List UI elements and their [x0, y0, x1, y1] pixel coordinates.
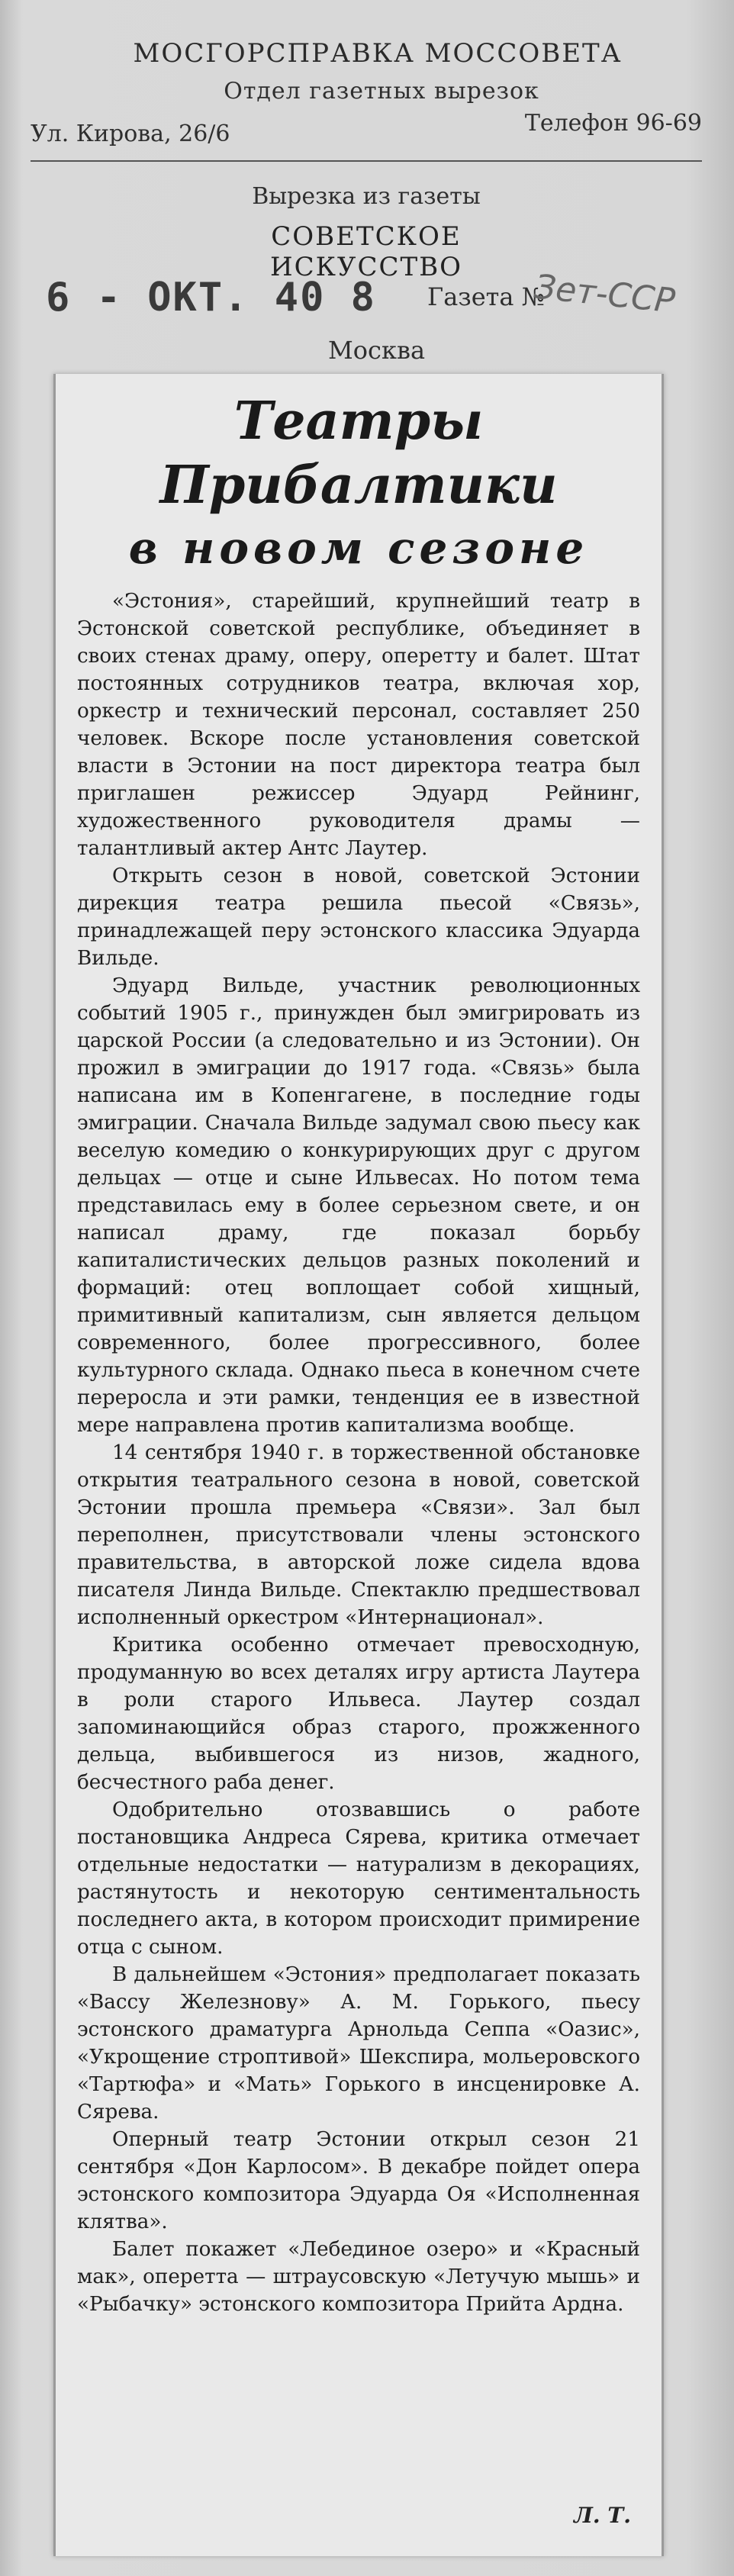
org-subtitle: Отдел газетных вырезок — [224, 78, 539, 105]
paragraph-4: 14 сентября 1940 г. в торжественной обстановке открытия театрального сезона в новой, советской Эстонии прошла премьера «Связи». Зал был переполнен, присутствовали члены эстонского правительства, в авторской ложе сидела вдова писателя Линда Вильде. Спектаклю предшествовал исполненный оркестром «Интернационал». — [77, 1441, 640, 1629]
divider-rule — [31, 160, 702, 162]
address: Ул. Кирова, 26/6 — [31, 121, 230, 147]
headline-line-2: Прибалтики — [159, 455, 558, 516]
newspaper-name: СОВЕТСКОЕ ИСКУССТВО — [269, 221, 463, 282]
phone: Телефон 96-69 — [524, 110, 702, 137]
paragraph-6: Одобрительно отозвавшись о работе постановщика Андреса Сярева, критика отмечает отдельные недостатки — натурализм в декорациях, растянутость и некоторую сентиментальность последнего акта, в котором происходит примирение отца с сыном. — [77, 1798, 640, 1959]
headline-line-1: Театры — [233, 391, 484, 452]
paragraph-1: «Эстония», старейший, крупнейший театр в Эстонской советской республике, объединяет в своих стенах драму, оперу, оперетту и балет. Штат постоянных сотрудников театра, включая хор, оркестр и технический персонал, составляет 250 человек. Вскоре после установления советской власти в Эстонии на пост директора театра был приглашен режиссер Эдуард Рейнинг, художественного руководителя драмы — талантливый актер Антс Лаутер. — [77, 590, 640, 860]
headline — [56, 389, 662, 578]
gazeta-number-label: Газета № — [427, 282, 545, 311]
article-body — [77, 588, 640, 2318]
paragraph-7: В дальнейшем «Эстония» предполагает показать «Вассу Железнову» А. М. Горького, пьесу эстонского драматурга Арнольда Сеппа «Оазис», «Укрощение строптивой» Шекспира, мольеровского «Тартюфа» и «Мать» Горького в инсценировке А. Сярева. — [77, 1963, 640, 2124]
city: Москва — [328, 336, 426, 365]
paragraph-9: Балет покажет «Лебединое озеро» и «Красный мак», оперетта — штраусовскую «Летучую мышь» и «Рыбачку» эстонского композитора Прийта Ардна. — [77, 2238, 640, 2316]
paragraph-3: Эдуард Вильде, участник революционных событий 1905 г., принужден был эмигрировать из царской России (а следовательно и из Эстонии). Он прожил в эмиграции до 1917 года. «Связь» была написана им в Копенгагене, в последние годы эмиграции. Сначала Вильде задумал свою пьесу как веселую комедию о конкурирующих друг с другом дельцах — отце и сыне Ильвесах. Но потом тема представилась ему в более серьезном свете, и он написал драму, где показал борьбу капиталистических дельцов разных поколений и формаций: отец воплощает собой хищный, примитивный капитализм, сын является дельцом современного, более прогрессивного, более культурного склада. Однако пьеса в конечном счете переросла и эти рамки, тенденция ее в известной мере направлена против капитализма вообще. — [77, 974, 640, 1437]
newspaper-clipping — [53, 374, 664, 2556]
clipping-bureau-stamp — [31, 31, 702, 366]
org-title: МОСГОРСПРАВКА МОССОВЕТА — [133, 38, 623, 69]
paragraph-2: Открыть сезон в новой, советской Эстонии дирекция театра решила пьесой «Связь», принадлежащей перу эстонского классика Эдуарда Вильде. — [77, 865, 640, 970]
handwritten-note: Зет-ССР — [532, 267, 677, 321]
clip-label: Вырезка из газеты — [252, 183, 481, 210]
paragraph-8: Оперный театр Эстонии открыл сезон 21 сентября «Дон Карлосом». В декабре пойдет опера эстонского композитора Эдуарда Оя «Исполненная клятва». — [77, 2128, 640, 2233]
headline-line-3: в новом сезоне — [128, 522, 589, 574]
author-signature: Л. Т. — [574, 2503, 631, 2528]
date-stamp: 6 - ОКТ. 40 8 — [46, 275, 376, 320]
paragraph-5: Критика особенно отмечает превосходную, продуманную во всех деталях игру артиста Лаутера в роли старого Ильвеса. Лаутер создал запоминающийся образ старого, прожженного дельца, выбившегося из низов, жадного, бесчестного раба денег. — [77, 1634, 640, 1794]
